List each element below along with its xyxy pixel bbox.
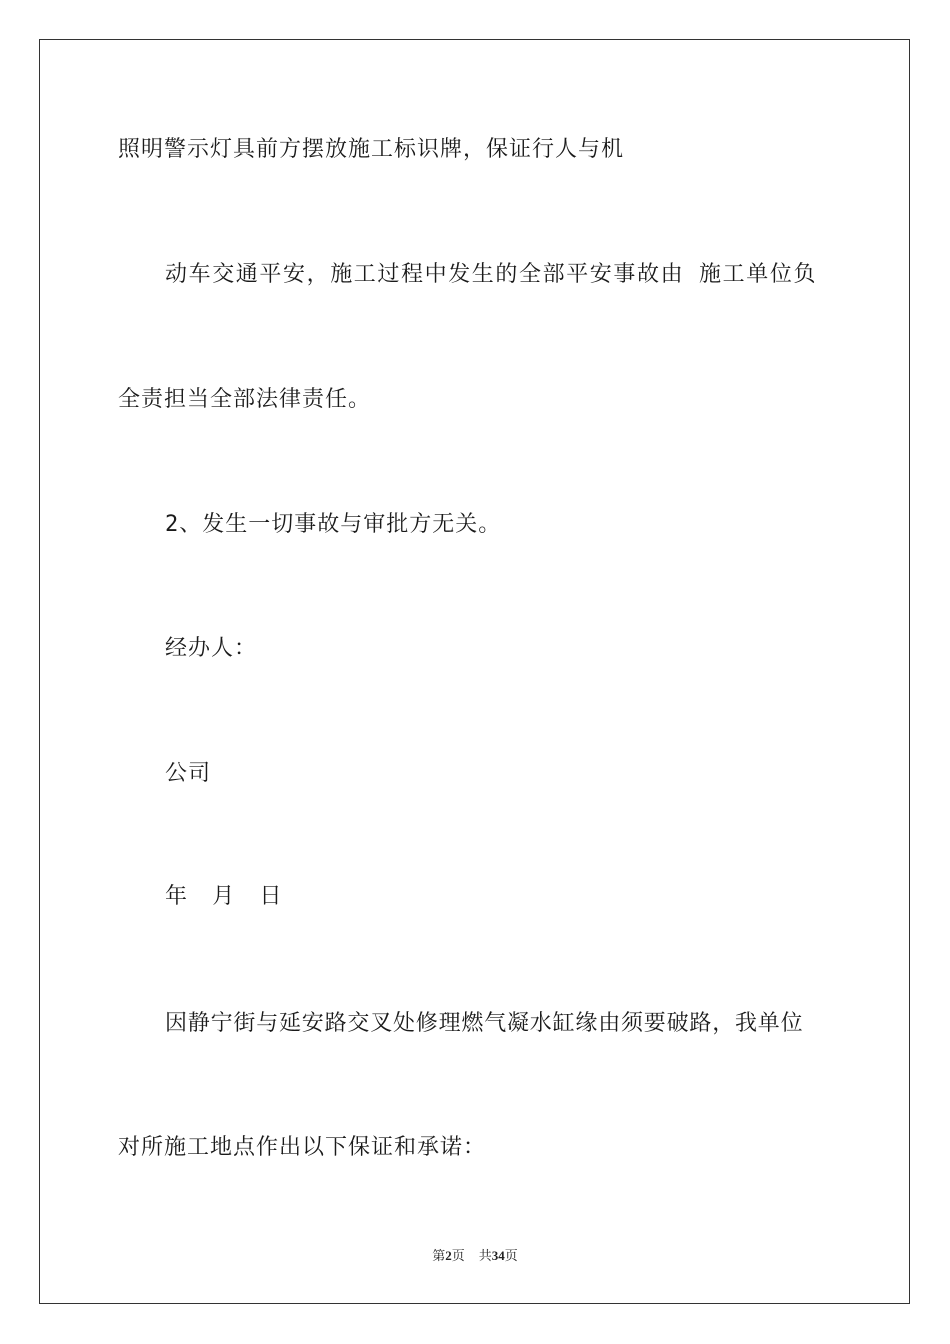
body-line-9: 对所施工地点作出以下保证和承诺： <box>118 1135 487 1160</box>
body-line-3: 全责担当全部法律责任。 <box>118 387 372 412</box>
body-line-8: 因静宁街与延安路交叉处修理燃气凝水缸缘由须要破路，我单位 <box>165 1011 804 1036</box>
total-suffix: 页 <box>504 1248 518 1263</box>
total-prefix: 共 <box>478 1248 492 1263</box>
date-line: 年 月 日 <box>165 884 283 909</box>
body-line-1: 照明警示灯具前方摆放施工标识牌，保证行人与机 <box>118 137 625 162</box>
body-line-2: 动车交通平安，施工过程中发生的全部平安事故由 施工单位负 <box>165 262 818 287</box>
page-suffix: 页 <box>451 1248 465 1263</box>
page-footer <box>0 1248 950 1264</box>
page-prefix: 第 <box>432 1248 446 1263</box>
page-number: 2 <box>445 1248 452 1263</box>
total-pages: 34 <box>491 1248 505 1263</box>
body-line-4: 2、发生一切事故与审批方无关。 <box>165 512 502 537</box>
page-frame <box>39 39 910 1304</box>
handler-label: 经办人： <box>165 636 258 661</box>
company-label: 公司 <box>165 761 212 786</box>
